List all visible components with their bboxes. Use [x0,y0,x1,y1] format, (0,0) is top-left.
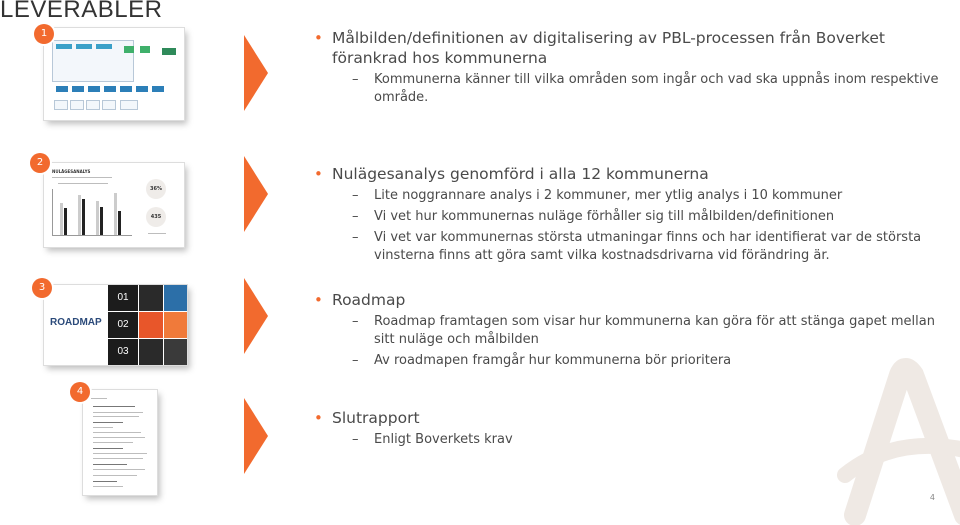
thumbnail-text-line [58,183,108,184]
thumbnail-chart-axis [52,189,53,235]
deliverable-subpoint: – Kommunerna känner till vilka områden som ingår och vad ska uppnås inom respektive område. [352,72,939,105]
thumbnail-text-line [93,448,123,449]
thumbnail-text-line [93,475,137,476]
thumbnail-diagram-block [56,44,72,49]
thumbnail-bar [78,195,81,235]
roadmap-cell [139,285,163,311]
thumbnail-text-line [93,437,145,438]
bullet-icon: • [314,165,323,183]
roadmap-cell [139,339,163,365]
deliverable-subpoint: – Vi vet hur kommunernas nuläge förhåller sig till målbilden/definitionen [352,209,835,224]
thumbnail-bar [96,201,99,235]
chevron-right-icon [244,156,268,232]
thumbnail-diagram-block [124,46,134,53]
thumbnail-diagram-block [152,86,164,92]
step-number-badge: 3 [32,278,52,298]
deliverable-4 [312,408,950,449]
thumbnail-text-line [93,486,123,487]
roadmap-step: 03 [108,339,138,365]
thumbnail-diagram-block [140,46,150,53]
chevron-right-icon [244,35,268,111]
deliverable-subpoint: – Lite noggrannare analys i 2 kommuner, mer ytlig analys i 10 kommuner [352,188,843,203]
thumbnail-diagram-block [88,86,100,92]
bullet-icon: • [314,291,323,309]
thumbnail-diagram-block [162,48,176,55]
chevron-right-icon [244,278,268,354]
thumbnail-diagram-box [54,100,68,110]
dash-icon: – [352,72,359,87]
thumbnail-diagram-box [120,100,138,110]
thumbnail-text-line [93,453,147,454]
thumbnail-diagram-block [96,44,112,49]
thumbnail-bar [60,203,63,235]
deliverable-1 [312,28,950,107]
thumbnail-diagram-block [120,86,132,92]
thumbnail-bar [82,199,85,235]
page-number: 4 [929,493,935,502]
deliverable-heading: • Roadmap [314,291,406,309]
thumbnail-bar [64,208,67,235]
thumbnail-text-line [91,398,107,399]
thumbnail-text-line [52,177,112,178]
thumbnail-diagram-block [72,86,84,92]
step-number-badge: 2 [30,153,50,173]
roadmap-cell [164,312,187,338]
thumbnail-diagram-box [102,100,116,110]
deliverable-2 [312,164,950,265]
dash-icon: – [352,188,359,203]
thumbnail-text-line [148,233,166,234]
deliverable-heading: • Målbilden/definitionen av digitalisering av PBL-processen från Boverket förankrad hos kommunerna [314,29,885,67]
thumbnail-text-line [93,406,135,407]
dash-icon: – [352,209,359,224]
thumbnail-text-line [93,427,113,428]
deliverable-subpoint: – Enligt Boverkets krav [352,432,513,447]
thumbnail-stat-circle: 36% [146,179,166,199]
thumbnail-diagram-box [70,100,84,110]
deliverable-subpoint: – Av roadmapen framgår hur kommunerna bör prioritera [352,353,732,368]
thumbnail-text-line [93,422,123,423]
thumbnail-chart-axis [52,235,132,236]
roadmap-cell [164,285,187,311]
roadmap-step: 01 [108,285,138,311]
dash-icon: – [352,353,359,368]
deliverable-heading: • Slutrapport [314,409,420,427]
chevron-right-icon [244,398,268,474]
deliverable-heading: • Nulägesanalys genomförd i alla 12 kommunerna [314,165,709,183]
thumbnail-stat-circle: 435 [146,207,166,227]
thumbnail-text-line [93,458,143,459]
roadmap-step: 02 [108,312,138,338]
thumbnail-text-line [93,481,117,482]
thumbnail-diagram-block [76,44,92,49]
slide-thumbnail-current-state-analysis[interactable] [44,163,184,247]
roadmap-cell [139,312,163,338]
thumbnail-text-line [93,416,139,417]
thumbnail-roadmap-label: ROADMAP [50,317,102,328]
thumbnail-diagram-block [56,86,68,92]
thumbnail-bar [100,207,103,235]
slide-thumbnail-final-report[interactable] [83,390,157,495]
thumbnail-text-line [93,412,143,413]
page-title: LEVERABLER [0,0,163,23]
bullet-icon: • [314,409,323,427]
thumbnail-text-line [93,432,141,433]
thumbnail-roadmap-panel [44,285,108,365]
thumbnail-bar [114,193,117,235]
step-number-badge: 1 [34,24,54,44]
thumbnail-diagram-box [86,100,100,110]
thumbnail-diagram-block [104,86,116,92]
slide-thumbnail-target-definition[interactable] [44,28,184,120]
thumbnail-text-line [93,469,145,470]
deliverable-3 [312,290,950,370]
bullet-icon: • [314,29,323,47]
deliverable-subpoint: – Roadmap framtagen som visar hur kommunerna kan göra för att stänga gapet mellan sitt nuläge och målbilden [352,314,935,347]
step-number-badge: 4 [70,382,90,402]
dash-icon: – [352,230,359,245]
thumbnail-text-line [93,464,127,465]
thumbnail-title: NULÄGESANALYS [52,169,91,174]
dash-icon: – [352,432,359,447]
roadmap-cell [164,339,187,365]
thumbnail-text-line [93,442,133,443]
dash-icon: – [352,314,359,329]
thumbnail-bar [118,211,121,235]
slide-thumbnail-roadmap[interactable] [44,285,187,365]
thumbnail-diagram-block [136,86,148,92]
deliverable-subpoint: – Vi vet var kommunernas största utmaningar finns och har identifierat var de största vinsterna finns att göra samt vilka kostnadsdrivarna vid förändring är. [352,230,922,263]
